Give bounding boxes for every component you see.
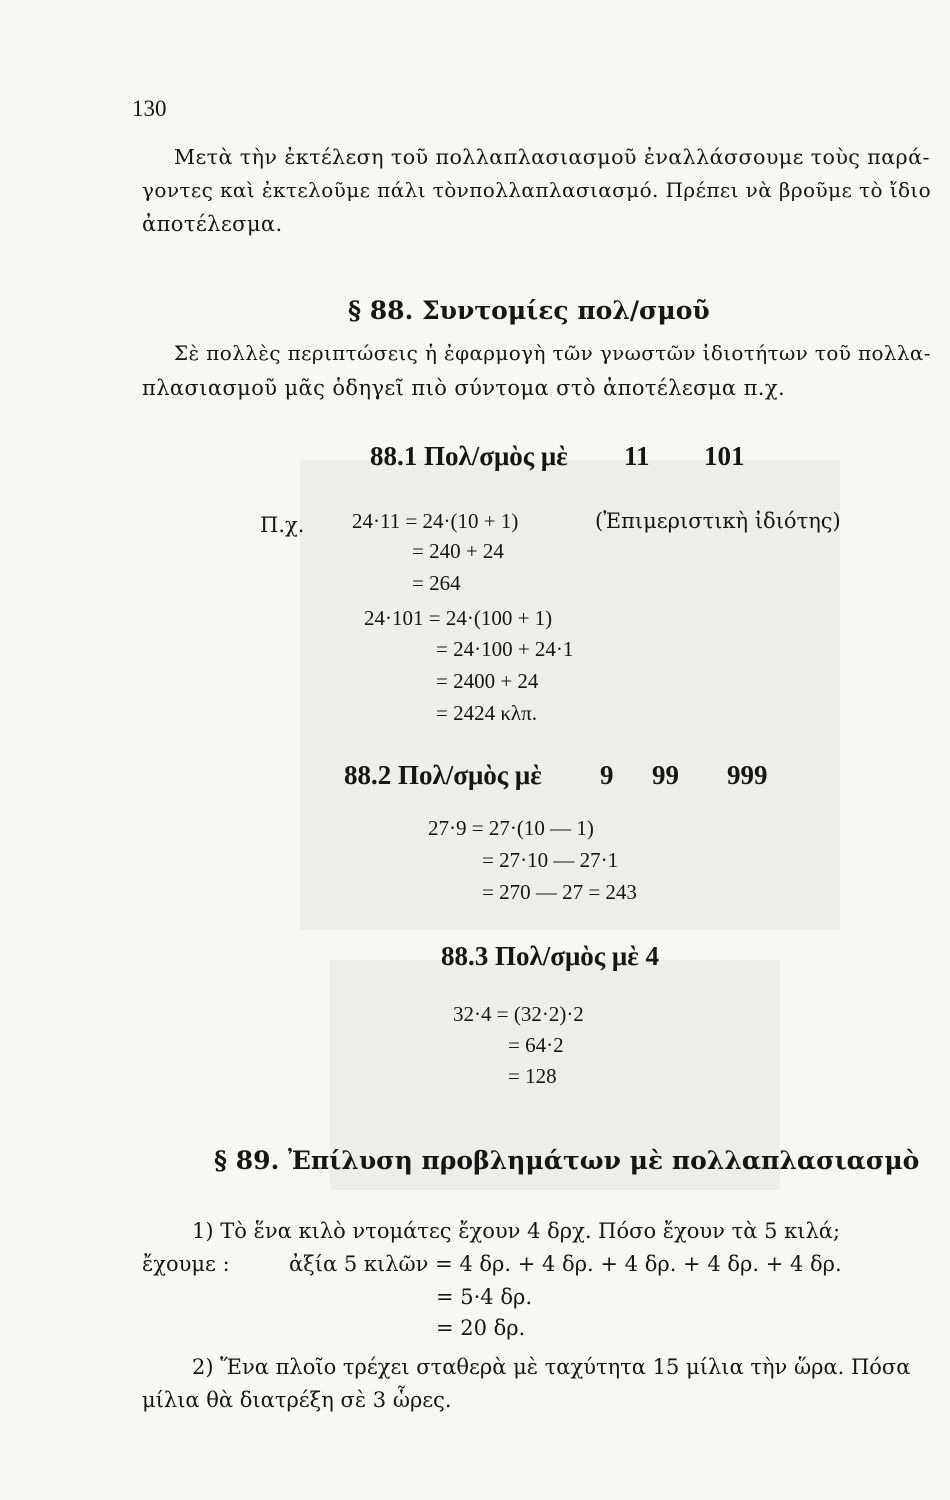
givens-label: ἔχουμε : xyxy=(142,1252,230,1276)
math-line: = 2424 κλπ. xyxy=(436,701,537,725)
intro-line: Μετὰ τὴν ἐκτέλεση τοῦ πολλαπλασιασμοῦ ἐναλλάσσουμε τοὺς παρά- xyxy=(174,145,930,169)
page-number: 130 xyxy=(132,96,167,121)
example-label: Π.χ. xyxy=(260,513,305,537)
solution-line: ἀξία 5 κιλῶν = 4 δρ. + 4 δρ. + 4 δρ. + 4 δρ. + 4 δρ. xyxy=(289,1252,842,1276)
math-line: = 24·100 + 24·1 xyxy=(436,637,574,661)
math-line: 24·101 = 24·(100 + 1) xyxy=(364,606,553,630)
body-line: πλασιασμοῦ μᾶς ὁδηγεῖ πιὸ σύντομα στὸ ἀποτέλεσμα π.χ. xyxy=(142,376,786,400)
section-89-title: § 89. Ἐπίλυση προβλημάτων μὲ πολλαπλασιασμὸ xyxy=(214,1146,920,1175)
heading-number: 9 xyxy=(600,760,614,790)
math-line: 24·11 = 24·(10 + 1) xyxy=(352,509,519,533)
intro-line: γοντες καὶ ἐκτελοῦμε πάλι τὸνπολλαπλασιασμό. Πρέπει νὰ βροῦμε τὸ ἴδιο xyxy=(142,178,932,202)
math-line: = 240 + 24 xyxy=(412,539,504,563)
math-line: = 2400 + 24 xyxy=(436,669,539,693)
heading-number: 11 xyxy=(624,441,650,471)
math-line: = 27·10 — 27·1 xyxy=(482,848,619,872)
math-line: 27·9 = 27·(10 — 1) xyxy=(428,816,594,840)
heading-text: 88.1 Πολ/σμὸς μὲ xyxy=(370,441,568,471)
problem-1: 1) Τὸ ἕνα κιλὸ ντομάτες ἔχουν 4 δρχ. Πόσο ἔχουν τὰ 5 κιλά; xyxy=(192,1219,841,1243)
property-note: (Ἐπιμεριστικὴ ἰδιότης) xyxy=(595,509,841,533)
problem-2-line: 2) Ἕνα πλοῖο τρέχει σταθερὰ μὲ ταχύτητα 15 μίλια τὴν ὥρα. Πόσα xyxy=(192,1355,911,1379)
heading-number: 101 xyxy=(704,441,745,471)
heading-number: 999 xyxy=(727,760,768,790)
math-line: = 64·2 xyxy=(508,1033,564,1057)
heading-number: 99 xyxy=(652,760,679,790)
heading-text: 88.2 Πολ/σμὸς μὲ xyxy=(344,760,542,790)
section-88-title: § 88. Συντομίες πολ/σμοῦ xyxy=(348,296,710,325)
math-line: = 264 xyxy=(412,571,461,595)
solution-line: = 5·4 δρ. xyxy=(436,1285,533,1309)
body-line: Σὲ πολλὲς περιπτώσεις ἡ ἐφαρμογὴ τῶν γνωστῶν ἰδιοτήτων τοῦ πολλα- xyxy=(174,342,931,365)
math-line: = 270 — 27 = 243 xyxy=(482,880,637,904)
math-line: = 128 xyxy=(508,1064,557,1088)
problem-2-line: μίλια θὰ διατρέξη σὲ 3 ὧρες. xyxy=(142,1388,452,1412)
intro-line: ἀποτέλεσμα. xyxy=(142,212,283,236)
subsection-88-3-heading: 88.3 Πολ/σμὸς μὲ 4 xyxy=(441,941,659,971)
solution-line: = 20 δρ. xyxy=(436,1316,526,1340)
math-line: 32·4 = (32·2)·2 xyxy=(453,1002,584,1026)
